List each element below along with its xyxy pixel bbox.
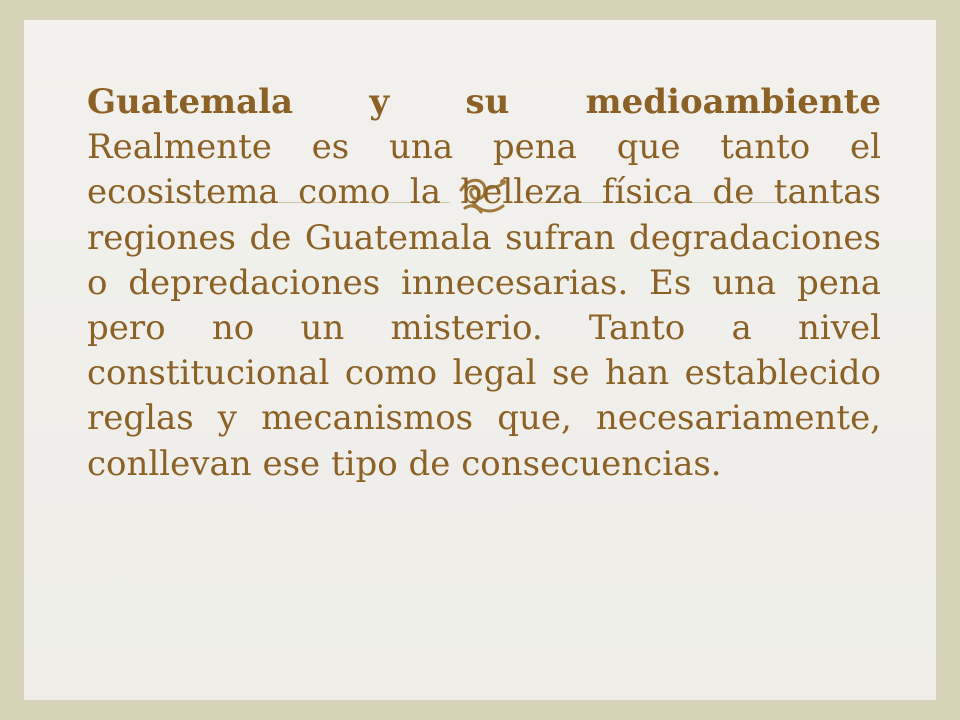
slide-heading: Guatemala y su medioambiente: [87, 82, 881, 122]
slide-paragraph: Realmente es una pena que tanto el ecosistema como la belleza física de tantas regiones de Guatemala sufran degradaciones o depredaciones innecesarias. Es una pena pero no un misterio. Tanto a nivel constitucional como legal se han establecido reglas y mecanismos que, necesariamente, conllevan ese tipo de consecuencias.: [87, 127, 881, 484]
slide-body-text: [87, 80, 881, 487]
